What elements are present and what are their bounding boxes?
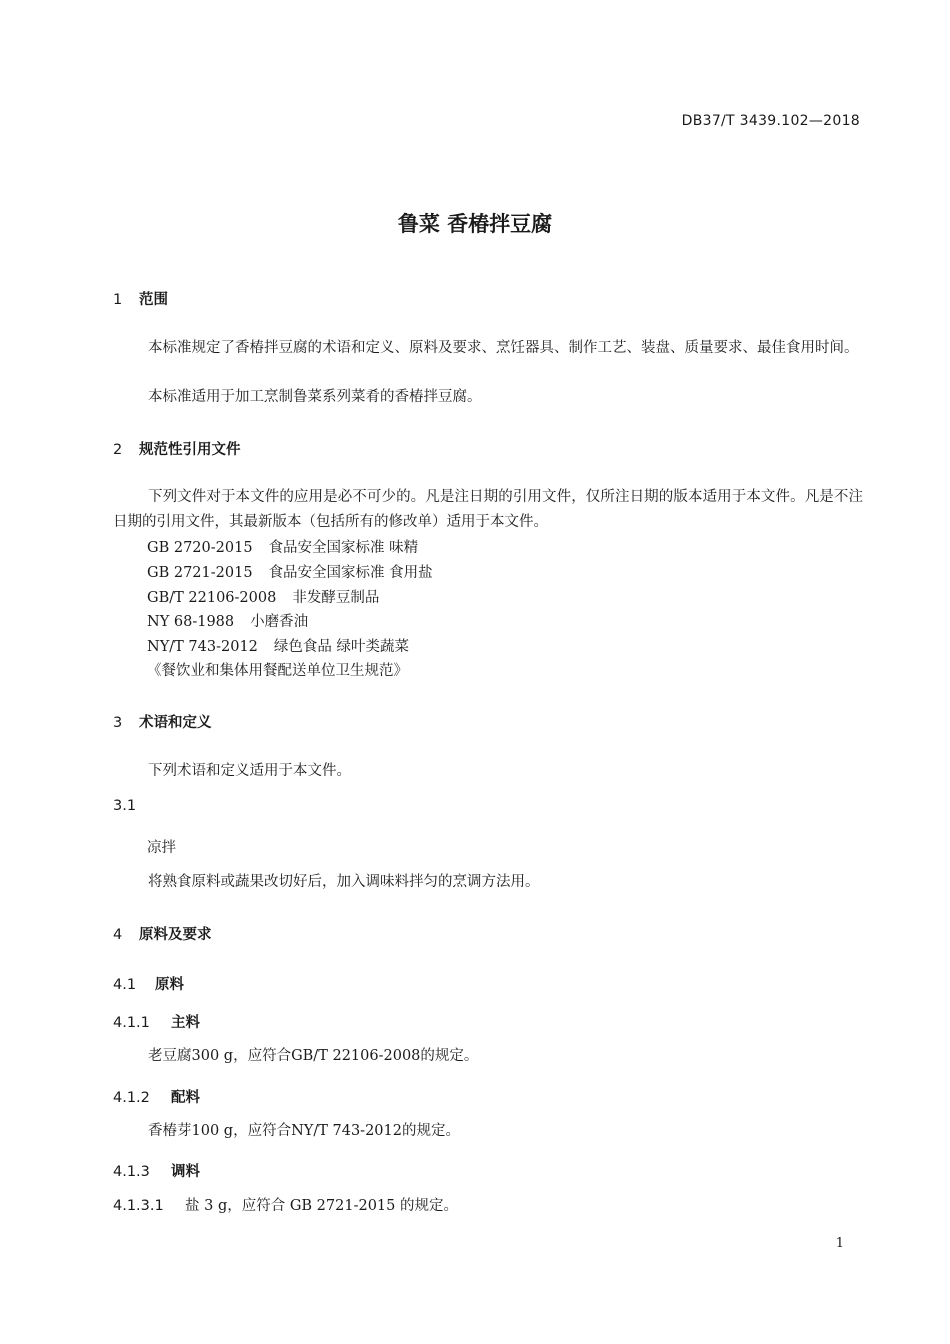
reference-item xyxy=(147,561,433,582)
section-title: 规范性引用文件 xyxy=(139,442,241,458)
section-number: 3 xyxy=(113,715,123,731)
reference-code: GB 2720-2015 xyxy=(147,540,253,556)
page-number: 1 xyxy=(835,1236,844,1251)
document-title: 鲁菜 香椿拌豆腐 xyxy=(397,212,553,236)
scope-paragraph-2: 本标准适用于加工烹制鲁菜系列菜肴的香椿拌豆腐。 xyxy=(148,389,482,405)
item-text: 盐 3 g，应符合 GB 2721-2015 的规定。 xyxy=(185,1198,458,1214)
section-number: 4.1.1 xyxy=(113,1015,150,1031)
section-1-heading xyxy=(113,288,168,309)
reference-code: NY 68-1988 xyxy=(147,614,235,630)
section-3-heading xyxy=(113,711,212,732)
reference-name: 小磨香油 xyxy=(250,614,309,630)
section-number: 1 xyxy=(113,292,123,308)
subsection-4-1-2-heading xyxy=(113,1086,200,1107)
subsection-4-1-3-heading xyxy=(113,1160,200,1181)
reference-name: 食品安全国家标准 味精 xyxy=(268,540,419,556)
section-title: 范围 xyxy=(139,292,168,308)
seasoning-item-salt xyxy=(113,1194,458,1219)
subsection-3-1-number: 3.1 xyxy=(113,798,137,814)
reference-code: GB/T 22106-2008 xyxy=(147,590,277,606)
section-number: 4.1 xyxy=(113,977,137,993)
reference-item xyxy=(147,635,409,656)
reference-name: 非发酵豆制品 xyxy=(292,590,380,606)
scope-paragraph-1: 本标准规定了香椿拌豆腐的术语和定义、原料及要求、烹饪器具、制作工艺、装盘、质量要求、最佳食用时间。 xyxy=(148,340,859,356)
section-title: 配料 xyxy=(171,1090,200,1106)
subsection-4-1-1-heading xyxy=(113,1011,200,1032)
section-title: 调料 xyxy=(171,1164,200,1180)
section-title: 主料 xyxy=(171,1015,200,1031)
reference-name: 食品安全国家标准 食用盐 xyxy=(268,565,433,581)
reference-item xyxy=(147,586,379,607)
terms-intro: 下列术语和定义适用于本文件。 xyxy=(148,763,351,779)
section-title: 原料 xyxy=(155,977,184,993)
section-number: 2 xyxy=(113,442,123,458)
side-ingredient-text: 香椿芽100 g，应符合NY/T 743-2012的规定。 xyxy=(148,1123,460,1139)
item-number: 4.1.3.1 xyxy=(113,1198,164,1214)
term-definition: 将熟食原料或蔬果改切好后，加入调味料拌匀的烹调方法用。 xyxy=(148,874,540,890)
section-number: 4 xyxy=(113,927,123,943)
references-intro: 下列文件对于本文件的应用是必不可少的。凡是注日期的引用文件，仅所注日期的版本适用于本文件。凡是不注日期的引用文件，其最新版本（包括所有的修改单）适用于本文件。 xyxy=(113,489,863,530)
section-title: 原料及要求 xyxy=(139,927,212,943)
section-title: 术语和定义 xyxy=(139,715,212,731)
document-code: DB37/T 3439.102—2018 xyxy=(681,113,860,129)
section-number: 4.1.3 xyxy=(113,1164,150,1180)
section-4-heading xyxy=(113,923,212,944)
section-2-heading xyxy=(113,438,241,459)
main-ingredient-text: 老豆腐300 g，应符合GB/T 22106-2008的规定。 xyxy=(148,1048,479,1064)
reference-name: 绿色食品 绿叶类蔬菜 xyxy=(273,639,410,655)
reference-code: GB 2721-2015 xyxy=(147,565,253,581)
reference-item xyxy=(147,610,308,631)
reference-item xyxy=(147,536,418,557)
subsection-4-1-heading xyxy=(113,973,184,994)
reference-item-last: 《餐饮业和集体用餐配送单位卫生规范》 xyxy=(147,663,408,679)
reference-code: NY/T 743-2012 xyxy=(147,639,258,655)
term-name: 凉拌 xyxy=(147,840,176,856)
section-number: 4.1.2 xyxy=(113,1090,150,1106)
